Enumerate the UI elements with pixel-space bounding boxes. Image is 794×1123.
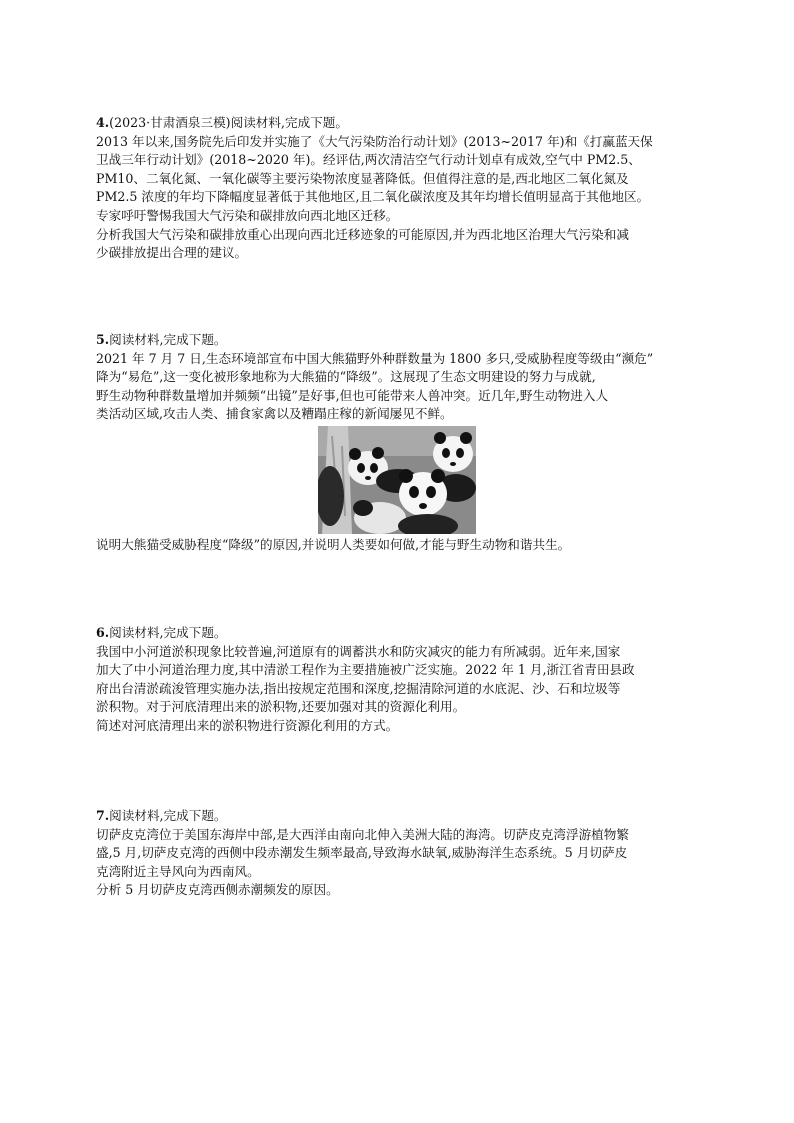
question-number: 7.: [96, 808, 110, 823]
question-5: [96, 331, 653, 555]
material-line: PM10、二氧化氮、一氧化碳等主要污染物浓度显著降低。但值得注意的是,西北地区二氧化氮及: [96, 170, 629, 186]
question-4: [96, 114, 653, 263]
panda-photo: [318, 426, 476, 534]
question-6-heading: [96, 624, 635, 643]
material-line: PM2.5 浓度的年均下降幅度显著低于其他地区,且二氧化碳浓度及其年均增长值明显高于其他地区。: [96, 189, 650, 205]
question-prompt-line: 分析我国大气污染和碳排放重心出现向西北迁移迹象的可能原因,并为西北地区治理大气污染和减: [96, 226, 629, 242]
material-line: 盛,5 月,切萨皮克湾的西侧中段赤潮发生频率最高,导致海水缺氧,威胁海洋生态系统。5 月切萨皮: [96, 845, 628, 861]
question-7-heading: [96, 807, 629, 826]
material-line: 野生动物种群数量增加并频频“出镜”是好事,但也可能带来人兽冲突。近几年,野生动物进入人: [96, 387, 609, 403]
question-title: (2023·甘肃酒泉三模)阅读材料,完成下题。: [109, 115, 348, 130]
question-title: 阅读材料,完成下题。: [109, 625, 227, 640]
question-4-heading: [96, 114, 653, 133]
material-line: 卫战三年行动计划》(2018~2020 年)。经评估,两次清洁空气行动计划卓有成效,空气中 PM2.5、: [96, 152, 641, 168]
question-prompt-line: 少碳排放提出合理的建议。: [96, 245, 248, 261]
question-title: 阅读材料,完成下题。: [109, 808, 227, 823]
material-line: 加大了中小河道治理力度,其中清淤工程作为主要措施被广泛实施。2022 年 1 月,浙江省青田县政: [96, 662, 635, 678]
panda-photo-icon: [318, 426, 476, 534]
question-5-heading: [96, 331, 653, 350]
material-line: 2013 年以来,国务院先后印发并实施了《大气污染防治行动计划》(2013~2017 年)和《打赢蓝天保: [96, 133, 653, 149]
question-6: [96, 624, 635, 736]
material-line: 2021 年 7 月 7 日,生态环境部宣布中国大熊猫野外种群数量为 1800 多只,受威胁程度等级由“濒危”: [96, 350, 654, 366]
question-number: 4.: [96, 115, 110, 130]
question-number: 5.: [96, 332, 110, 347]
material-line: 专家呼吁警惕我国大气污染和碳排放向西北地区迁移。: [96, 207, 399, 223]
material-line: 降为“易危”,这一变化被形象地称为大熊猫的“降级”。这展现了生态文明建设的努力与成就,: [96, 369, 596, 385]
material-line: 淤积物。对于河底清理出来的淤积物,还要加强对其的资源化利用。: [96, 699, 466, 715]
question-number: 6.: [96, 625, 110, 640]
question-7: [96, 807, 629, 900]
material-line: 类活动区域,攻击人类、捕食家禽以及糟蹋庄稼的新闻屡见不鲜。: [96, 406, 453, 422]
question-prompt-line: 简述对河底清理出来的淤积物进行资源化利用的方式。: [96, 717, 399, 733]
question-title: 阅读材料,完成下题。: [109, 332, 227, 347]
material-line: 府出台清淤疏浚管理实施办法,指出按规定范围和深度,挖掘清除河道的水底泥、沙、石和垃圾等: [96, 680, 621, 696]
material-line: 我国中小河道淤积现象比较普遍,河道原有的调蓄洪水和防灾减灾的能力有所减弱。近年来,国家: [96, 643, 621, 659]
material-line: 切萨皮克湾位于美国东海岸中部,是大西洋由南向北伸入美洲大陆的海湾。切萨皮克湾浮游植物繁: [96, 826, 629, 842]
material-line: 克湾附近主导风向为西南风。: [96, 863, 260, 879]
question-prompt-line: 说明大熊猫受威胁程度“降级”的原因,并说明人类要如何做,才能与野生动物和谐共生。: [96, 536, 571, 552]
question-prompt-line: 分析 5 月切萨皮克湾西侧赤潮频发的原因。: [96, 882, 339, 898]
